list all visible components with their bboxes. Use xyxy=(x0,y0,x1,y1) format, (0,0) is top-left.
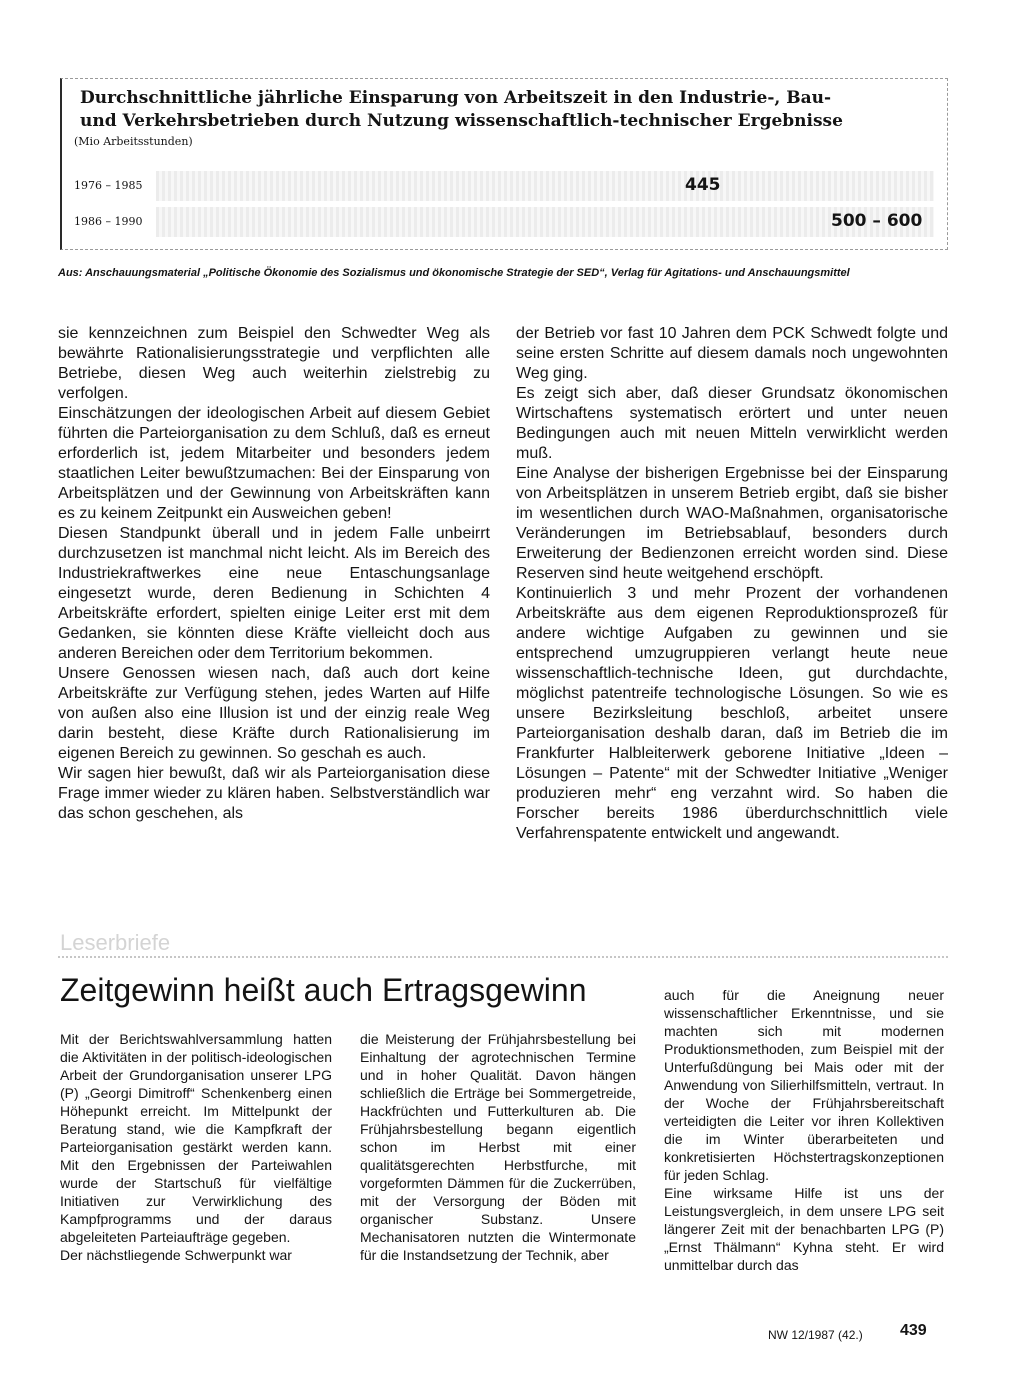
page-number: 439 xyxy=(900,1322,927,1339)
article-headline: Zeitgewinn heißt auch Ertragsgewinn xyxy=(60,972,587,1008)
paragraph: Unsere Genossen wiesen nach, daß auch dort keine Arbeitskräfte zur Verfügung stehen, jedes Warten auf Hilfe von außen also eine Illusion ist und der einzig reale Weg darin besteht, diese Kräfte durch Rationalisierung im eigenen Bereich zu gewinnen. So geschah es auch. xyxy=(58,665,490,762)
paragraph: Mit der Berichtswahlversammlung hatten die Aktivitäten in der politisch-ideologischen Arbeit der Grundorganisation unserer LPG (P) „Georgi Dimitroff“ Schenkenberg einen Höhepunkt erreicht. Im Mittelpunkt der Beratung stand, wie die Kampfkraft der Parteiorganisation gestärkt werden kann. Mit den Ergebnissen der Parteiwahlen wurde der Startschuß für vielfältige Initiativen zur Verwirklichung des Kampfprogramms und der daraus abgeleiteten Parteiaufträge gegeben. xyxy=(60,1031,332,1245)
paragraph: Es zeigt sich aber, daß dieser Grundsatz ökonomischen Wirtschaftens systematisch erörtert und unter neuen Bedingungen auch mit neuen Mitteln verwirklicht werden muß. xyxy=(516,385,948,462)
section-rubric: Leserbriefe xyxy=(60,930,178,956)
article-column-1 xyxy=(60,1030,332,1264)
chart-bar-track xyxy=(156,207,934,237)
chart-title xyxy=(80,87,940,133)
paragraph: Einschätzungen der ideologischen Arbeit auf diesem Gebiet führten die Parteiorganisation zu dem Schluß, daß es erneut erforderlich ist, jedem Mitarbeiter und besonders jedem staatlichen Leiter bewußtzumachen: Bei der Einsparung von Arbeitsplätzen und der Gewinnung von Arbeitskräften kann es zu keinem Zeitpunkt ein Ausweichen geben! xyxy=(58,405,490,522)
chart-unit-label: (Mio Arbeitsstunden) xyxy=(74,135,193,148)
paragraph: Kontinuierlich 3 und mehr Prozent der vorhandenen Arbeitskräfte aus dem eigenen Reproduktionsprozeß für andere wichtige Aufgaben zu gewinnen und sie entsprechend umzugruppieren verlangt heute neue wissenschaftlich-technische Ideen, gut durchdachte, möglichst patentreife technologische Lösungen. So wie es unsere Bezirksleitung beschloß, arbeitet unsere Parteiorganisation deshalb daran, daß im Betrieb die im Frankfurter Halbleiterwerk geborene Initiative „Ideen – Lösungen – Patente“ mit der Schwedter Initiative „Weniger produzieren mehr“ eng verzahnt wird. So haben die Forscher bereits 1986 überdurchschnittlich viele Verfahrenspatente entwickelt und angewandt. xyxy=(516,585,948,842)
issue-reference: NW 12/1987 (42.) xyxy=(768,1328,863,1342)
paragraph: Der nächstliegende Schwerpunkt war xyxy=(60,1247,292,1263)
chart-source-caption: Aus: Anschauungsmaterial „Politische Ökonomie des Sozialismus und ökonomische Strategie der SED“, Verlag für Agitations- und Anschauungsmittel xyxy=(58,267,850,279)
section-divider xyxy=(58,934,948,958)
chart-data-label: 500 – 600 xyxy=(831,211,923,231)
chart-box xyxy=(60,78,948,250)
chart-bar-track xyxy=(156,171,934,201)
paragraph: die Meisterung der Frühjahrsbestellung bei Einhaltung der agrotechnischen Termine und in hoher Qualität. Davon hängen schließlich die Erträge bei Sommergetreide, Hackfrüchten und Futterkulturen ab. Die Frühjahrsbestellung begann eigentlich schon im Herbst mit einer qualitätsgerechten Herbstfurche, mit vorgeformten Dämmen für die Zuckerrüben, mit der Versorgung der Böden mit organischer Substanz. Unsere Mechanisatoren nutzten die Wintermonate für die Instandsetzung der Technik, aber xyxy=(360,1031,636,1263)
article-column-right xyxy=(516,324,948,844)
paragraph: Diesen Standpunkt überall und in jedem Falle unbeirrt durchzusetzen ist manchmal nicht leicht. Als im Bereich des Industriekraftwerkes eine neue Entaschungsanlage eingesetzt wurde, deren Bedienung in Schichten 4 Arbeitskräfte erfordert, spielten einige Leiter erst mit dem Gedanken, sie könnten diese Kräfte vielleicht doch aus anderen Bereichen oder dem Territorium bekommen. xyxy=(58,525,490,662)
chart-category-label: 1986 – 1990 xyxy=(74,215,143,228)
paragraph: sie kennzeichnen zum Beispiel den Schwedter Weg als bewährte Rationalisierungsstrategie und verpflichten alle Betriebe, diesen Weg auch weiterhin zielstrebig zu verfolgen. xyxy=(58,325,490,402)
chart-title-line-2: und Verkehrsbetrieben durch Nutzung wissenschaftlich-technischer Ergebnisse xyxy=(80,111,843,131)
article-column-2 xyxy=(360,1030,636,1264)
article-column-3 xyxy=(664,986,944,1274)
chart-title-line-1: Durchschnittliche jährliche Einsparung von Arbeitszeit in den Industrie-, Bau- xyxy=(80,88,832,108)
paragraph: auch für die Aneignung neuer wissenschaftlicher Erkenntnisse, und sie machten sich mit modernen Produktionsmethoden, zum Beispiel mit der Unterfußdüngung bei Mais oder mit der Anwendung von Silierhilfsmitteln, vertraut. In der Woche der Frühjahrsbereitschaft verteidigten die Leiter vor ihren Kollektiven die im Winter überarbeiteten und konkretisierten Höchstertragskonzeptionen für jeden Schlag. xyxy=(664,987,944,1183)
paragraph: Eine wirksame Hilfe ist uns der Leistungsvergleich, in dem unsere LPG seit längerer Zeit mit der benachbarten LPG (P) „Ernst Thälmann“ Kyhna steht. Er wird unmittelbar durch das xyxy=(664,1185,944,1273)
chart-data-label: 445 xyxy=(685,175,721,195)
paragraph: der Betrieb vor fast 10 Jahren dem PCK Schwedt folgte und seine ersten Schritte auf diesem damals noch ungewohnten Weg ging. xyxy=(516,325,948,382)
article-column-left xyxy=(58,324,490,824)
chart-category-label: 1976 – 1985 xyxy=(74,179,143,192)
paragraph: Eine Analyse der bisherigen Ergebnisse bei der Einsparung von Arbeitsplätzen in unserem Betrieb ergibt, daß sie bisher im wesentlichen durch WAO-Maßnahmen, organisatorische Veränderungen im Betriebsablauf, besonders durch Erweiterung der Bedienzonen erreicht worden sind. Diese Reserven sind heute weitgehend erschöpft. xyxy=(516,465,948,582)
paragraph: Wir sagen hier bewußt, daß wir als Parteiorganisation diese Frage immer wieder zu klären haben. Selbstverständlich war das schon geschehen, als xyxy=(58,765,490,822)
